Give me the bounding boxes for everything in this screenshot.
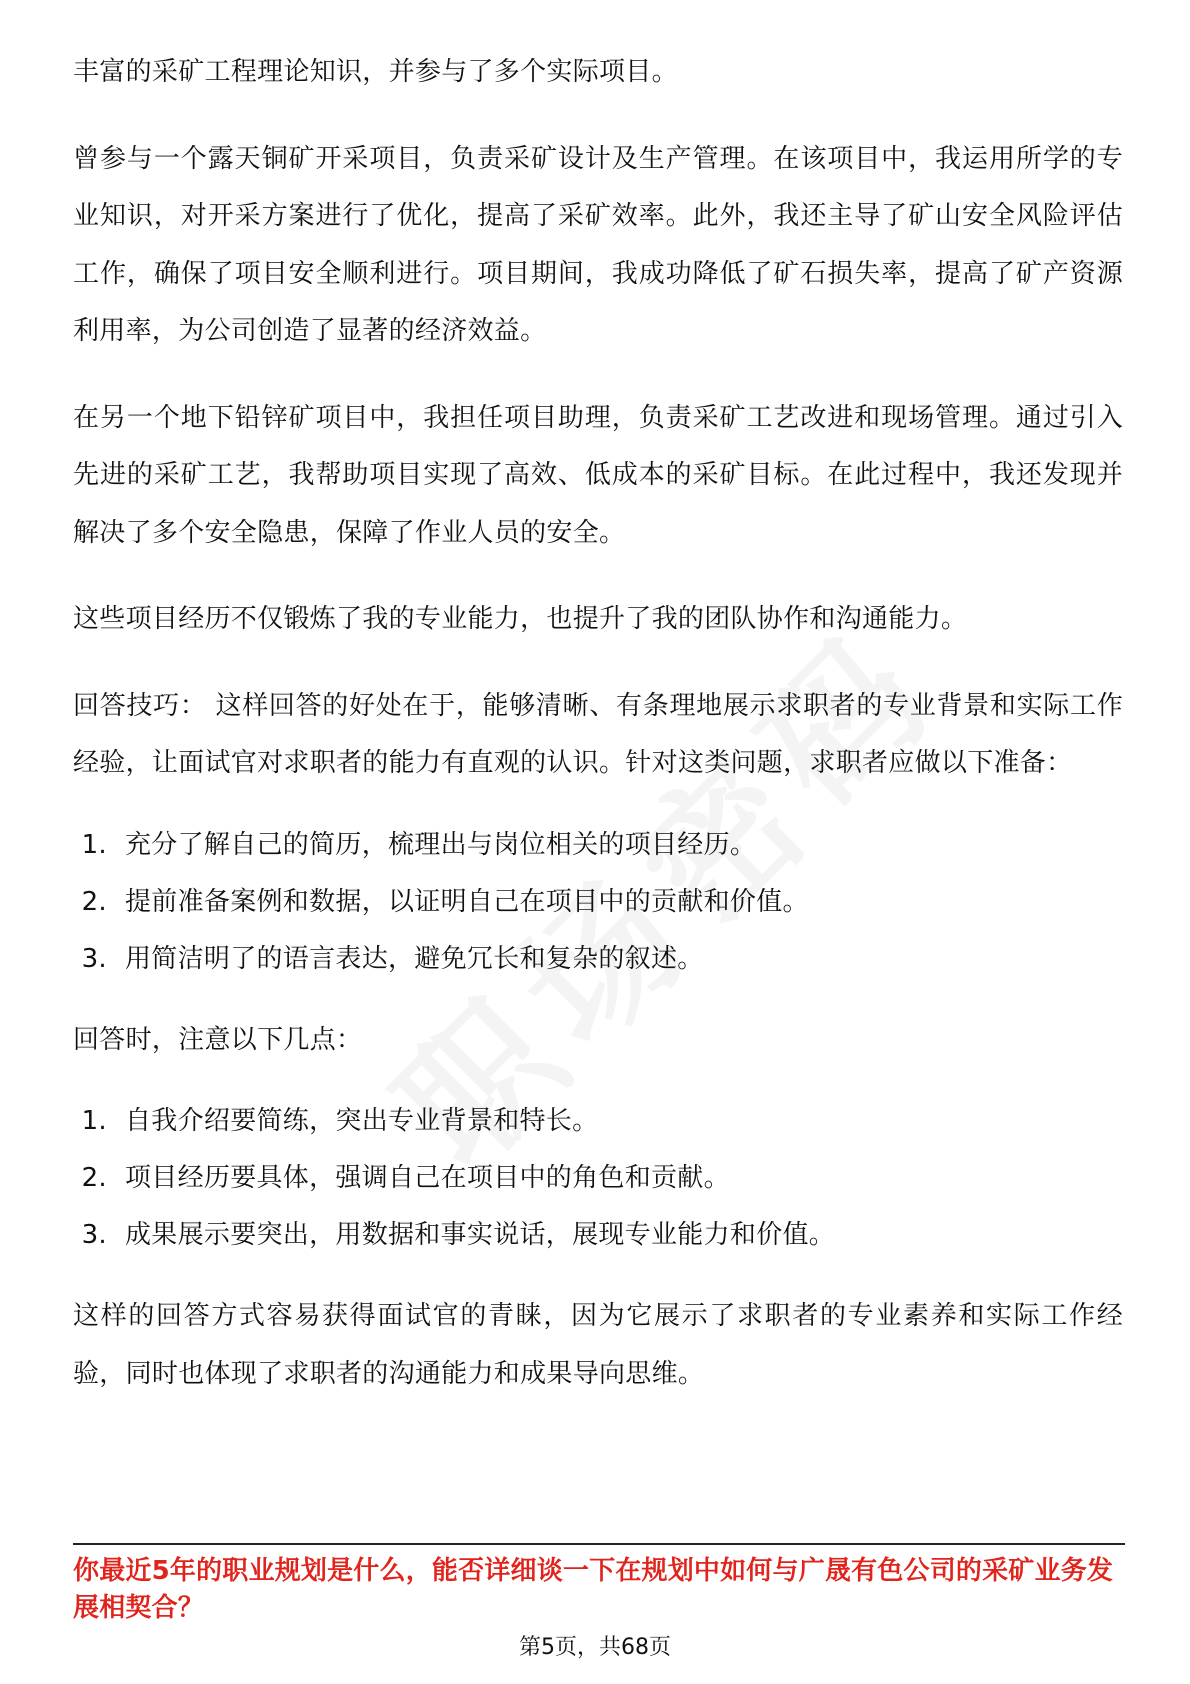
list-text: 自我介绍要简练，突出专业背景和特长。 [125,1106,599,1136]
paragraph-copper-project: 曾参与一个露天铜矿开采项目，负责采矿设计及生产管理。在该项目中，我运用所学的专业知识，对开采方案进行了优化，提高了采矿效率。此外，我还主导了矿山安全风险评估工作，确保了项目安全顺利进行。项目期间，我成功降低了矿石损失率，提高了矿产资源利用率，为公司创造了显著的经济效益。 [73,143,1123,346]
paragraph-answer-tips: 回答技巧： 这样回答的好处在于，能够清晰、有条理地展示求职者的专业背景和实际工作经验，让面试官对求职者的能力有直观的认识。针对这类问题，求职者应做以下准备： [73,690,1123,778]
paragraph-lead-zinc-project: 在另一个地下铅锌矿项目中，我担任项目助理，负责采矿工艺改进和现场管理。通过引入先进的采矿工艺，我帮助项目实现了高效、低成本的采矿目标。在此过程中，我还发现并解决了多个安全隐患，保障了作业人员的安全。 [73,402,1123,548]
list-item [73,1207,1123,1264]
list-number: 2. [81,1163,107,1193]
list-text: 项目经历要具体，强调自己在项目中的角色和贡献。 [125,1163,730,1193]
notice-heading: 回答时，注意以下几点： [73,1024,363,1055]
list-item [73,817,1123,874]
preparation-list [73,817,1123,988]
paragraph-closing: 这样的回答方式容易获得面试官的青睐，因为它展示了求职者的专业素养和实际工作经验，同时也体现了求职者的沟通能力和成果导向思维。 [73,1301,1123,1389]
page-number: 第5页，共68页 [519,1635,671,1660]
list-text: 提前准备案例和数据，以证明自己在项目中的贡献和价值。 [125,886,809,917]
list-text: 成果展示要突出，用数据和事实说话，展现专业能力和价值。 [125,1220,836,1250]
list-item [73,874,1123,931]
section-divider [73,1543,1125,1545]
list-item [73,1093,1123,1150]
next-question-heading: 你最近5年的职业规划是什么，能否详细谈一下在规划中如何与广晟有色公司的采矿业务发展相契合？ [73,1556,1114,1623]
notice-list [73,1093,1123,1264]
list-item [73,931,1123,988]
list-text: 充分了解自己的简历，梳理出与岗位相关的项目经历。 [125,829,757,860]
list-number: 1. [81,829,107,860]
list-number: 1. [81,1106,107,1136]
paragraph-intro: 丰富的采矿工程理论知识，并参与了多个实际项目。 [73,57,678,87]
list-number: 3. [81,1220,107,1250]
paragraph-summary: 这些项目经历不仅锻炼了我的专业能力，也提升了我的团队协作和沟通能力。 [73,604,968,634]
list-text: 用简洁明了的语言表达，避免冗长和复杂的叙述。 [125,943,704,974]
page-content [73,44,1123,1403]
list-number: 3. [81,943,107,974]
list-item [73,1150,1123,1207]
list-number: 2. [81,886,107,917]
